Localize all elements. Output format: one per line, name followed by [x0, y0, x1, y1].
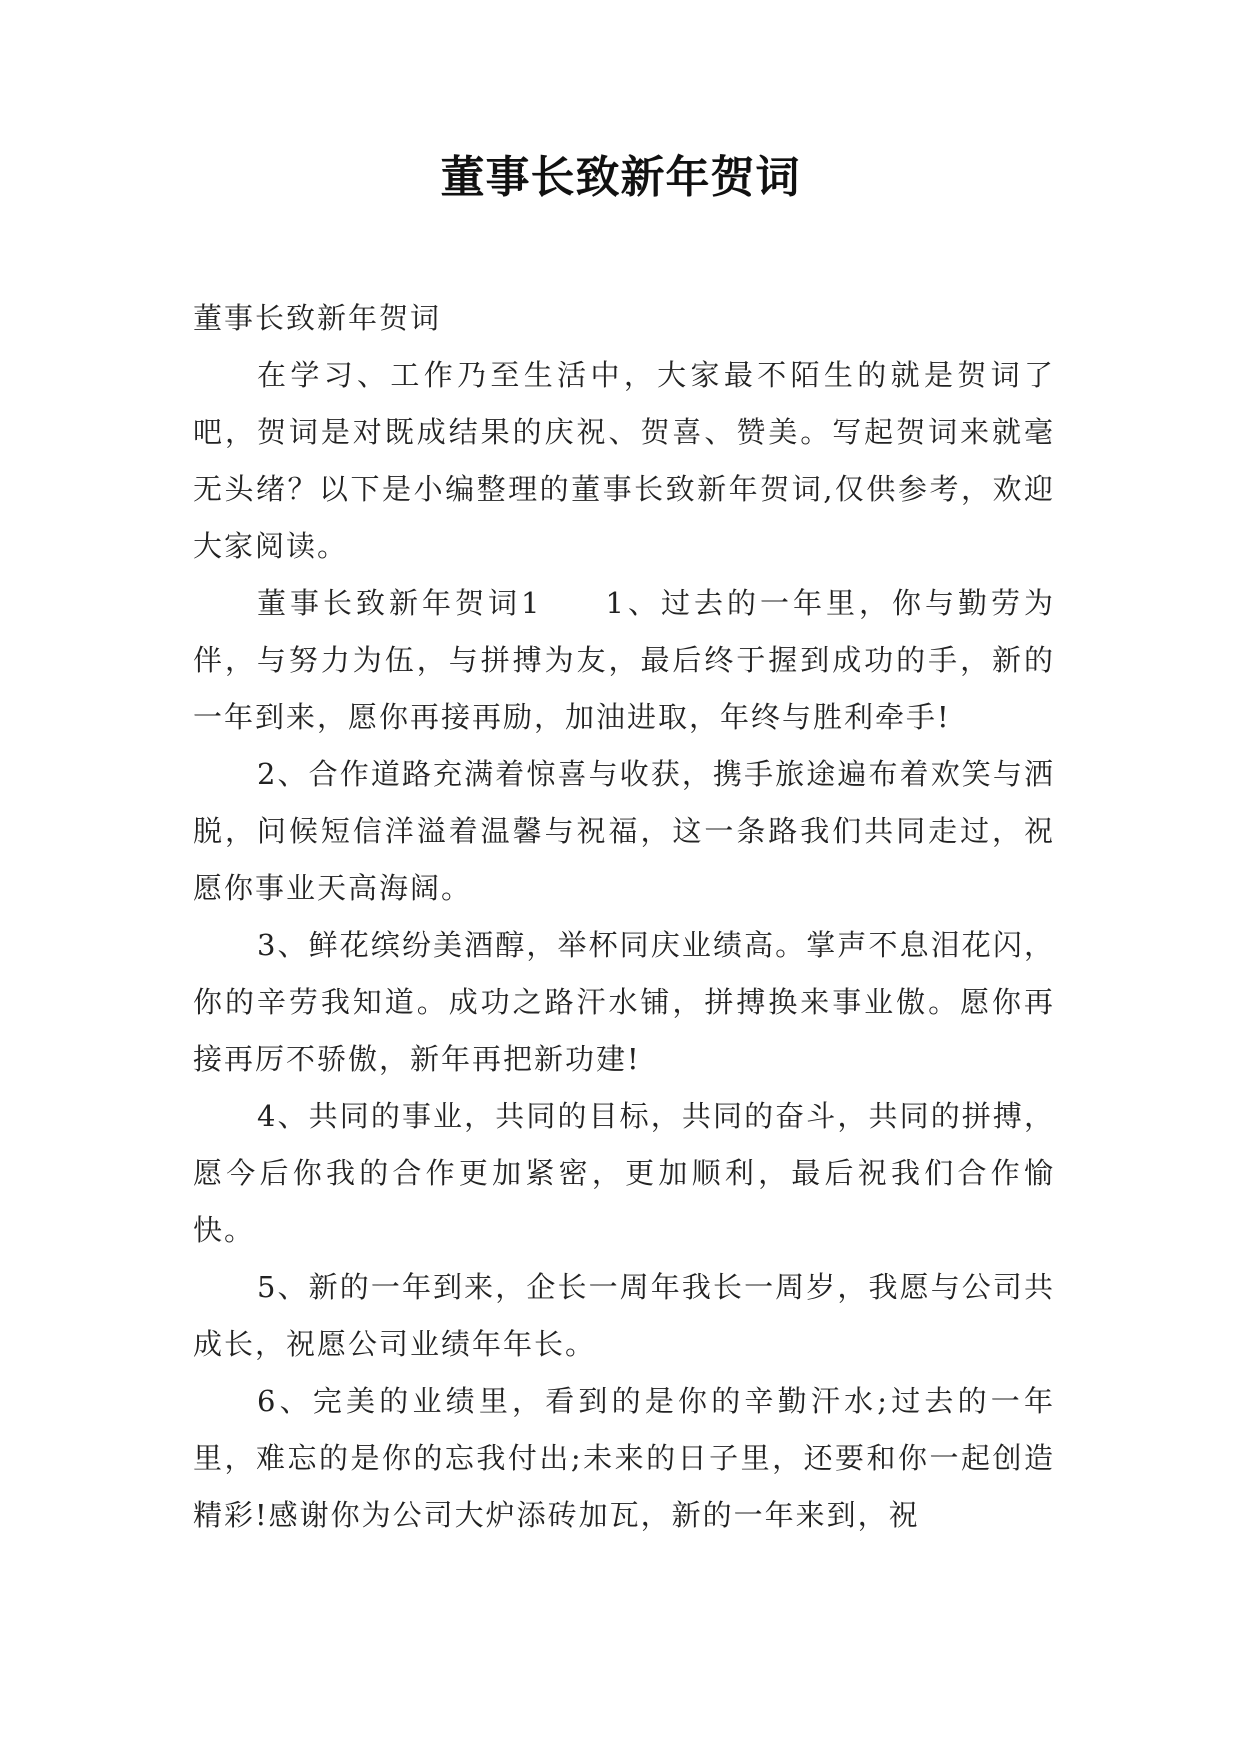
item-4-paragraph: 4、共同的事业，共同的目标，共同的奋斗，共同的拼搏，愿今后你我的合作更加紧密，更加顺利，最后祝我们合作愉快。	[193, 1099, 1055, 1247]
document-subtitle: 董事长致新年贺词	[193, 301, 442, 335]
document-title: 董事长致新年贺词	[440, 152, 801, 203]
intro-paragraph: 在学习、工作乃至生活中，大家最不陌生的就是贺词了吧，贺词是对既成结果的庆祝、贺喜、赞美。写起贺词来就毫无头绪？以下是小编整理的董事长致新年贺词,仅供参考，欢迎大家阅读。	[193, 358, 1055, 563]
item-2-paragraph: 2、合作道路充满着惊喜与收获，携手旅途遍布着欢笑与洒脱，问候短信洋溢着温馨与祝福，这一条路我们共同走过，祝愿你事业天高海阔。	[193, 757, 1055, 905]
document-body	[193, 290, 1055, 1544]
item-1-text: 1、过去的一年里，你与勤劳为伴，与努力为伍，与拼搏为友，最后终于握到成功的手，新的一年到来，愿你再接再励，加油进取，年终与胜利牵手!	[193, 586, 1056, 734]
item-3-paragraph: 3、鲜花缤纷美酒醇，举杯同庆业绩高。掌声不息泪花闪，你的辛劳我知道。成功之路汗水铺，拼搏换来事业傲。愿你再接再厉不骄傲，新年再把新功建!	[193, 928, 1055, 1076]
section-heading: 董事长致新年贺词1	[257, 586, 542, 620]
item-6-paragraph: 6、完美的业绩里，看到的是你的辛勤汗水;过去的一年里，难忘的是你的忘我付出;未来的日子里，还要和你一起创造精彩!感谢你为公司大炉添砖加瓦，新的一年来到，祝	[193, 1384, 1055, 1532]
item-5-paragraph: 5、新的一年到来，企长一周年我长一周岁，我愿与公司共成长，祝愿公司业绩年年长。	[193, 1270, 1055, 1361]
section-paragraph-1	[193, 575, 1055, 746]
